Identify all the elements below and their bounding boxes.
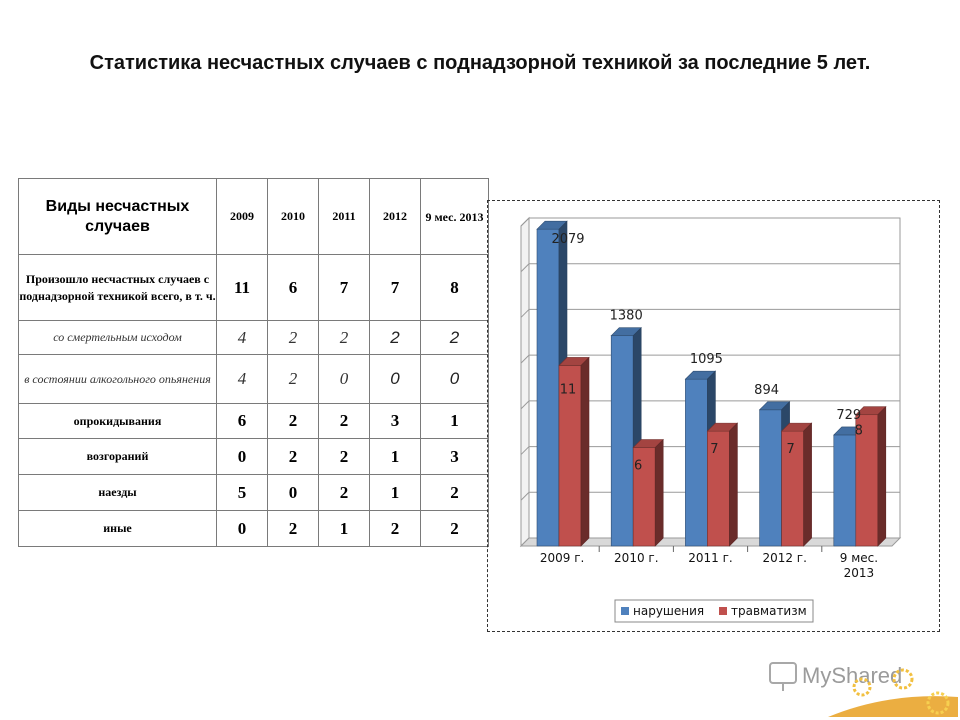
category-label: 2010 г. — [614, 551, 659, 565]
header-2012: 2012 — [370, 179, 421, 255]
cell: 2 — [421, 475, 489, 511]
cell: 0 — [217, 439, 268, 475]
bar-narusheniya — [834, 435, 856, 546]
cell: 0 — [421, 355, 489, 404]
cell: 1 — [370, 439, 421, 475]
header-2009: 2009 — [217, 179, 268, 255]
cell: 5 — [217, 475, 268, 511]
cell: 1 — [319, 511, 370, 547]
legend-label-travmatizm: травматизм — [731, 604, 807, 618]
cell: 2 — [421, 321, 489, 355]
cell: 1 — [370, 475, 421, 511]
cell: 0 — [319, 355, 370, 404]
table-row — [19, 475, 489, 511]
bar-narusheniya — [760, 410, 782, 546]
row-label-fire: возгораний — [19, 439, 217, 475]
cell: 3 — [421, 439, 489, 475]
data-label-travmatizm: 6 — [634, 458, 643, 474]
table-row — [19, 355, 489, 404]
header-2010: 2010 — [268, 179, 319, 255]
row-label-total: Произошло несчастных случаев с поднадзорной техникой всего, в т. ч. — [19, 255, 217, 321]
bar-narusheniya — [611, 336, 633, 546]
data-label-narusheniya: 729 — [836, 407, 862, 423]
category-label: 2011 г. — [688, 551, 733, 565]
cell: 6 — [268, 255, 319, 321]
cell: 8 — [421, 255, 489, 321]
row-label-alcohol: в состоянии алкогольного опьянения — [19, 355, 217, 404]
data-label-travmatizm: 8 — [854, 423, 863, 439]
table-row — [19, 511, 489, 547]
watermark-text: MyShared — [802, 663, 903, 688]
category-label: 2012 г. — [762, 551, 807, 565]
table-row — [19, 404, 489, 439]
bar-travmatizm-side — [729, 423, 737, 546]
cell: 4 — [217, 321, 268, 355]
cell: 2 — [268, 511, 319, 547]
row-label-other: иные — [19, 511, 217, 547]
cell: 2 — [370, 321, 421, 355]
accident-table — [18, 178, 489, 547]
cell: 2 — [268, 355, 319, 404]
cell: 0 — [217, 511, 268, 547]
table-row — [19, 255, 489, 321]
bar-chart — [487, 200, 940, 632]
category-label: 2013 — [843, 566, 875, 580]
bar-narusheniya — [537, 229, 559, 546]
bar-travmatizm-side — [581, 357, 589, 546]
data-label-narusheniya: 2079 — [551, 232, 585, 248]
cell: 11 — [217, 255, 268, 321]
header-2013: 9 мес. 2013 — [421, 179, 489, 255]
cell: 2 — [268, 321, 319, 355]
presentation-icon — [770, 663, 796, 683]
cell: 6 — [217, 404, 268, 439]
data-label-narusheniya: 1380 — [609, 308, 643, 324]
legend-label-narusheniya: нарушения — [633, 604, 705, 618]
header-2011: 2011 — [319, 179, 370, 255]
cell: 2 — [421, 511, 489, 547]
category-label: 2009 г. — [539, 551, 585, 565]
myshared-logo — [768, 657, 958, 717]
bar-travmatizm-side — [878, 407, 886, 546]
data-label-narusheniya: 894 — [754, 382, 780, 398]
data-label-travmatizm: 7 — [710, 442, 719, 458]
cell: 7 — [370, 255, 421, 321]
table-row — [19, 439, 489, 475]
data-label-travmatizm: 11 — [559, 382, 577, 398]
cell: 2 — [370, 511, 421, 547]
cell: 2 — [319, 439, 370, 475]
category-label: 9 мес. — [839, 551, 879, 565]
cell: 2 — [268, 404, 319, 439]
cell: 4 — [217, 355, 268, 404]
data-label-narusheniya: 1095 — [689, 352, 723, 368]
cell: 3 — [370, 404, 421, 439]
cell: 0 — [268, 475, 319, 511]
row-label-collision: наезды — [19, 475, 217, 511]
row-label-rollover: опрокидывания — [19, 404, 217, 439]
cell: 7 — [319, 255, 370, 321]
cell: 1 — [421, 404, 489, 439]
cell: 0 — [370, 355, 421, 404]
legend-swatch-narusheniya — [621, 607, 629, 615]
row-label-fatal: со смертельным исходом — [19, 321, 217, 355]
header-type: Виды несчастных случаев — [19, 179, 217, 255]
bar-travmatizm-side — [655, 440, 663, 546]
page-title: Статистика несчастных случаев с поднадзорной техникой за последние 5 лет. — [89, 52, 871, 74]
legend-swatch-travmatizm — [719, 607, 727, 615]
cell: 2 — [268, 439, 319, 475]
data-label-travmatizm: 7 — [786, 442, 795, 458]
bar-narusheniya — [685, 379, 707, 546]
table-row — [19, 321, 489, 355]
cell: 2 — [319, 321, 370, 355]
table-header-row — [19, 179, 489, 255]
cell: 2 — [319, 404, 370, 439]
bar-travmatizm-side — [804, 423, 812, 546]
cell: 2 — [319, 475, 370, 511]
